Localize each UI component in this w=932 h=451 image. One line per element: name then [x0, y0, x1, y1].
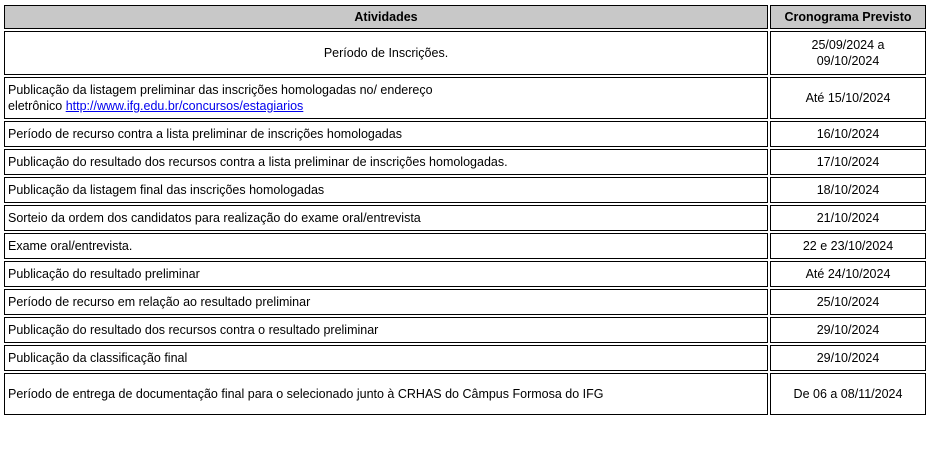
date-line: 09/10/2024 — [816, 54, 880, 68]
table-row — [4, 121, 926, 147]
activity-text: Publicação da listagem preliminar das inscrições homologadas no/ endereço — [8, 83, 433, 97]
activity-cell: Publicação do resultado preliminar — [4, 261, 768, 287]
date-cell: 25/10/2024 — [770, 289, 926, 315]
date-cell: De 06 a 08/11/2024 — [770, 373, 926, 415]
activity-cell: Publicação da listagem final das inscrições homologadas — [4, 177, 768, 203]
schedule-table — [2, 3, 928, 417]
table-row — [4, 177, 926, 203]
activity-cell: Período de entrega de documentação final para o selecionado junto à CRHAS do Câmpus Formosa do IFG — [4, 373, 768, 415]
activity-cell: Publicação do resultado dos recursos contra o resultado preliminar — [4, 317, 768, 343]
date-cell: 29/10/2024 — [770, 317, 926, 343]
table-row — [4, 233, 926, 259]
date-cell: 18/10/2024 — [770, 177, 926, 203]
activity-cell: Exame oral/entrevista. — [4, 233, 768, 259]
date-cell: Até 24/10/2024 — [770, 261, 926, 287]
table-header-row — [4, 5, 926, 29]
table-row — [4, 373, 926, 415]
table-row — [4, 345, 926, 371]
date-cell: 17/10/2024 — [770, 149, 926, 175]
table-row — [4, 205, 926, 231]
activity-cell: Período de recurso contra a lista preliminar de inscrições homologadas — [4, 121, 768, 147]
activity-cell: Período de recurso em relação ao resultado preliminar — [4, 289, 768, 315]
activity-cell: Publicação da classificação final — [4, 345, 768, 371]
table-row — [4, 317, 926, 343]
table-row — [4, 149, 926, 175]
date-cell: 29/10/2024 — [770, 345, 926, 371]
activity-cell: Publicação do resultado dos recursos contra a lista preliminar de inscrições homologadas. — [4, 149, 768, 175]
table-row — [4, 289, 926, 315]
date-cell — [770, 31, 926, 75]
date-cell: 21/10/2024 — [770, 205, 926, 231]
activity-cell: Sorteio da ordem dos candidatos para realização do exame oral/entrevista — [4, 205, 768, 231]
date-line: 25/09/2024 a — [811, 38, 885, 52]
concursos-link[interactable]: http://www.ifg.edu.br/concursos/estagiarios — [65, 99, 304, 113]
activity-cell: Período de Inscrições. — [4, 31, 768, 75]
table-row — [4, 261, 926, 287]
schedule-table-container — [2, 3, 928, 417]
date-cell: 22 e 23/10/2024 — [770, 233, 926, 259]
header-activities: Atividades — [4, 5, 768, 29]
activity-cell — [4, 77, 768, 119]
activity-text: eletrônico — [8, 99, 66, 113]
table-row — [4, 77, 926, 119]
header-schedule: Cronograma Previsto — [770, 5, 926, 29]
table-row — [4, 31, 926, 75]
date-cell: Até 15/10/2024 — [770, 77, 926, 119]
date-cell: 16/10/2024 — [770, 121, 926, 147]
